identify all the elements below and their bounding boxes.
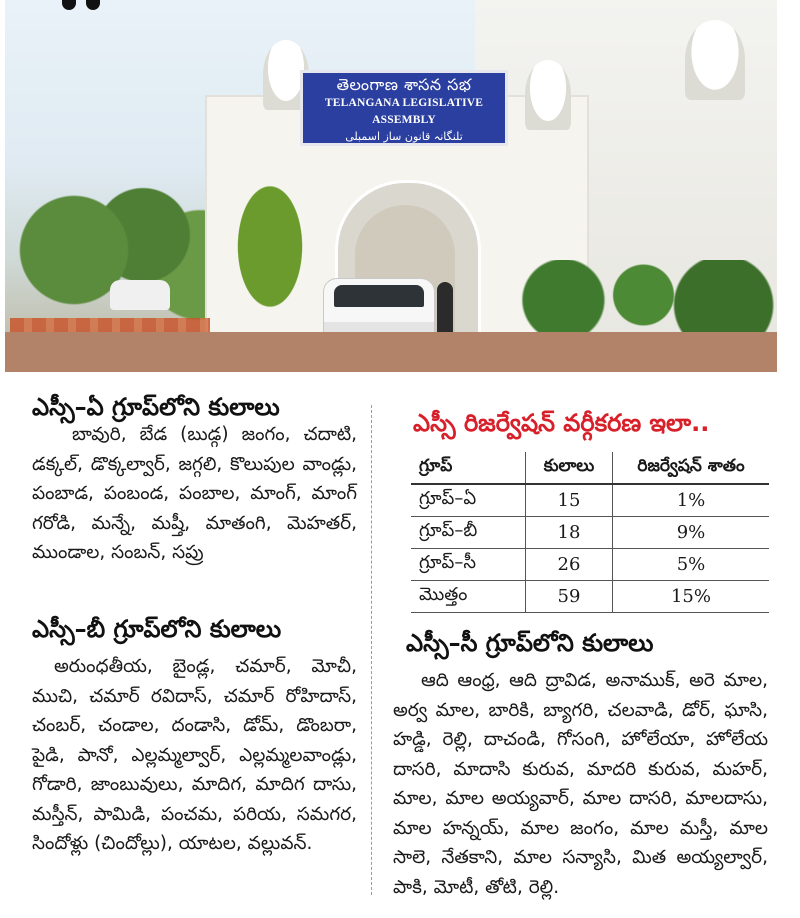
cell-group: గ్రూప్–బీ xyxy=(411,517,526,549)
parked-car xyxy=(110,280,170,310)
table-row-total xyxy=(411,581,769,613)
header-group: గ్రూప్ xyxy=(411,452,526,484)
table-row xyxy=(411,549,769,581)
assembly-photo xyxy=(5,0,777,372)
cell-percentage: 5% xyxy=(613,549,770,581)
sign-telugu: తెలంగాణ శాసన సభ xyxy=(336,75,472,94)
sc-a-heading: ఎస్సీ–ఏ గ్రూప్‌లోని కులాలు xyxy=(32,393,280,421)
table-row xyxy=(411,484,769,517)
table-header-row xyxy=(411,452,769,484)
quote-mark-icon xyxy=(62,0,108,10)
cell-percentage: 15% xyxy=(613,581,770,613)
reservation-table xyxy=(411,452,769,613)
assembly-signboard xyxy=(300,70,508,146)
sc-a-castes: బావురి, బేడ (బుడ్గ) జంగం, చదాటి, డక్కల్, డొక్కల్వార్, జగ్గలి, కొలుపుల వాండ్లు, పంబాడ, పంబండ, పంబాల, మాంగ్, మాంగ్ గరోడి, మన్నే, మష్తీ, మాతంగి, మెహతర్, ముండాల, సంబన్, సప్రు xyxy=(32,424,357,563)
table-row xyxy=(411,517,769,549)
ground xyxy=(5,332,777,372)
cell-castes: 15 xyxy=(526,484,613,517)
sc-b-heading: ఎస్సీ–బీ గ్రూప్‌లోని కులాలు xyxy=(32,615,282,643)
cell-group: గ్రూప్–ఏ xyxy=(411,484,526,517)
header-castes: కులాలు xyxy=(526,452,613,484)
sc-b-castes: అరుంధతీయ, బైండ్ల, చమార్, మోచీ, ముచి, చమార్ రవిదాస్, చమార్ రోహిదాస్, చంబర్, చండాల, దండాసి, డోమ్, డొంబరా, పైడి, పానో, ఎల్లమ్మల్వార్, ఎల్లమ్మలవాండ్లు, గోడారి, జాంబువులు, మాదిగ, మాదిగ దాసు, మస్తీన్, పామిడి, పంచమ, పరియ, సమగర, సిందోళ్లు (చిందోల్లు), యాటల, వల్లువన్. xyxy=(32,656,357,854)
cell-castes: 18 xyxy=(526,517,613,549)
palm-tree xyxy=(220,170,320,340)
dome-center xyxy=(525,60,571,130)
cell-castes: 59 xyxy=(526,581,613,613)
person xyxy=(437,282,453,337)
sign-urdu: تلنگانہ قانون ساز اسمبلی xyxy=(345,130,463,143)
cell-percentage: 1% xyxy=(613,484,770,517)
sign-english: TELANGANA LEGISLATIVE ASSEMBLY xyxy=(324,97,484,126)
cell-group: గ్రూప్–సీ xyxy=(411,549,526,581)
column-divider xyxy=(371,405,372,895)
cell-group: మొత్తం xyxy=(411,581,526,613)
table-title: ఎస్సీ రిజర్వేషన్ వర్గీకరణ ఇలా.. xyxy=(413,409,710,437)
windshield xyxy=(334,285,424,307)
sc-c-castes: ఆది ఆంధ్ర, ఆది ద్రావిడ, అనాముక్, అరె మాల, అర్వ మాల, బారికి, బ్యాగరి, చలవాడి, డోర్, ఘాసి, హడ్డి, రెల్లి, దాచండి, గోసంగి, హోలేయా, హోలేయ దాసరి, మాదాసి కురువ, మాదరి కురువ, మహర్, మాల, మాల అయ్యవార్, మాల దాసరి, మాలదాసు, మాల హన్నయ్, మాల జంగం, మాల మస్తీ, మాల సాలె, నేతకాని, మాల సన్యాసి, మిత అయ్యల్వార్, పాకి, మోటీ, తోటి, రెల్లి. xyxy=(393,670,768,898)
cell-percentage: 9% xyxy=(613,517,770,549)
dome-right xyxy=(685,20,745,100)
header-percentage: రిజర్వేషన్ శాతం xyxy=(613,452,770,484)
cell-castes: 26 xyxy=(526,549,613,581)
sc-c-heading: ఎస్సీ–సీ గ్రూప్‌లోని కులాలు xyxy=(406,629,654,657)
